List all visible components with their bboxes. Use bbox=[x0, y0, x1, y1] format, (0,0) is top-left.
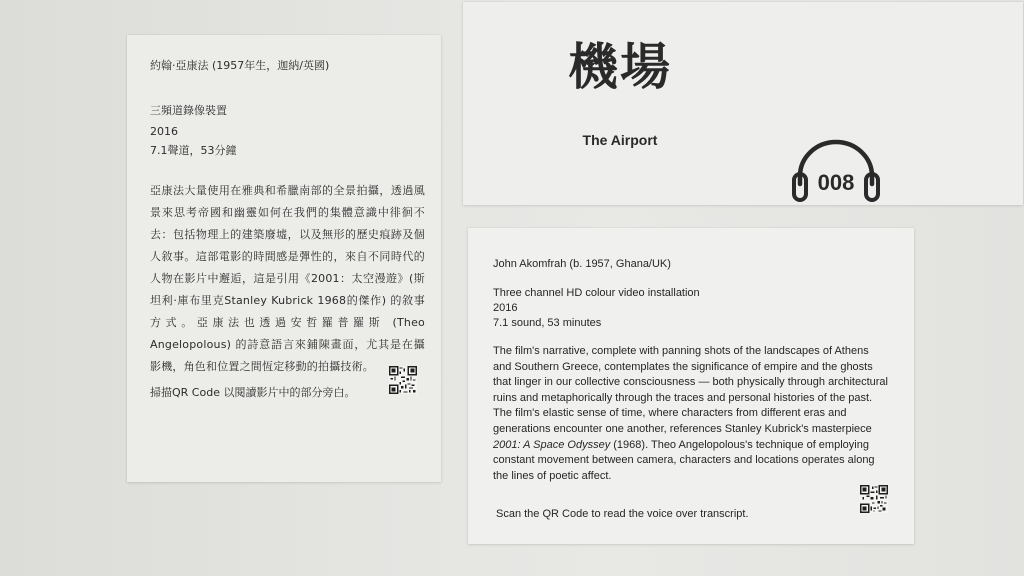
english-artist-line: John Akomfrah (b. 1957, Ghana/UK) bbox=[493, 258, 671, 270]
chinese-year-line: 2016 bbox=[150, 125, 178, 138]
english-scan-instruction: Scan the QR Code to read the voice over transcript. bbox=[496, 508, 749, 520]
audio-track-number: 008 bbox=[817, 170, 855, 195]
english-duration-line: 7.1 sound, 53 minutes bbox=[493, 317, 602, 329]
chinese-description: 亞康法大量使用在雅典和希臘南部的全景拍攝，透過風景來思考帝國和幽靈如何在我們的集體意識中徘徊不去：包括物理上的建築廢墟，以及無形的歷史痕跡及個人敘事。這部電影的時間感是彈性的，來自不同時代的人物在影片中邂逅，這是引用《2001：太空漫遊》(斯坦利·庫布里克Stanley Kubrick 1968的傑作) 的敘事方式。亞康法也透過安哲羅普羅斯 (Theo Angelopolous) 的詩意語言來鋪陳畫面，尤其是在攝影機，角色和位置之間恆定移動的拍攝技術。 bbox=[150, 184, 425, 373]
english-year-line: 2016 bbox=[493, 302, 518, 314]
qr-code-icon[interactable] bbox=[860, 485, 888, 513]
english-description-part2: (1968). Theo Angelopolous's technique of employing constant movement between camera, characters and locations operates along the lines of poetic affect. bbox=[493, 438, 875, 482]
qr-code-icon[interactable] bbox=[389, 366, 417, 394]
chinese-title: 機場 bbox=[568, 38, 672, 96]
english-medium-line: Three channel HD colour video installation bbox=[493, 287, 700, 299]
chinese-medium-line: 三頻道錄像裝置 bbox=[150, 104, 227, 117]
english-description-film-title: 2001: A Space Odyssey bbox=[493, 438, 611, 451]
english-description bbox=[493, 344, 888, 484]
chinese-scan-instruction: 掃描QR Code 以閱讀影片中的部分旁白。 bbox=[150, 386, 356, 399]
english-description-part1: The film's narrative, complete with panning shots of the landscapes of Athens and Southern Greece, contemplates the significance of empire and the ghosts that linger in our collective consciousness — both physically through architectural ruins and metaphorically through the traces and personal histories of the past. The film's elastic sense of time, where characters from different eras and generations encounter one another, references Stanley Kubrick's masterpiece bbox=[493, 345, 888, 435]
chinese-artist-line: 約翰·亞康法 (1957年生，迦納/英國) bbox=[150, 59, 330, 72]
chinese-duration-line: 7.1聲道，53分鐘 bbox=[150, 144, 237, 157]
title-panel bbox=[463, 2, 1023, 205]
english-title: The Airport bbox=[582, 132, 658, 148]
